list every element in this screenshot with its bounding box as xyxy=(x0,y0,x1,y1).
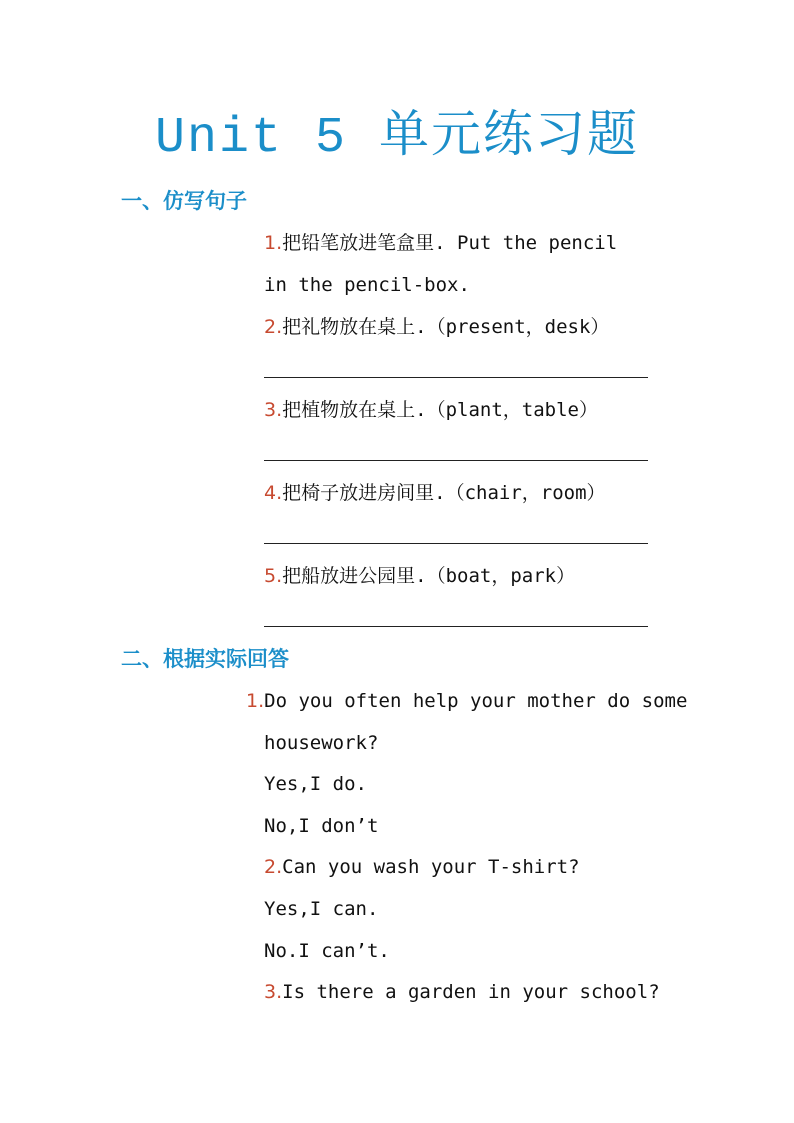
question-text: Can you wash your T-shirt? xyxy=(282,856,580,878)
exercise-number: 3. xyxy=(264,399,283,421)
exercise-text: 把植物放在桌上.（plant，table） xyxy=(282,399,598,421)
exercise-3 xyxy=(264,395,598,425)
question-number: 2. xyxy=(264,856,283,878)
answer-1-no: No,I don’t xyxy=(264,815,379,837)
section-heading-answer-truthfully: 二、根据实际回答 xyxy=(121,647,289,671)
page-title: Unit 5 单元练习题 xyxy=(154,110,640,167)
exercise-number: 4. xyxy=(264,482,283,504)
question-2 xyxy=(264,852,580,882)
answer-line-2[interactable] xyxy=(264,377,648,378)
exercise-number: 1. xyxy=(264,232,283,254)
question-number: 1. xyxy=(246,690,265,712)
question-3 xyxy=(264,977,660,1007)
exercise-number: 2. xyxy=(264,316,283,338)
exercise-1-line-1 xyxy=(264,228,617,258)
exercise-text: 把船放进公园里.（boat，park） xyxy=(282,565,576,587)
exercise-2 xyxy=(264,312,609,342)
question-1-line-2: housework? xyxy=(264,732,379,754)
exercise-5 xyxy=(264,561,575,591)
exercise-number: 5. xyxy=(264,565,283,587)
question-1-line-1 xyxy=(246,686,687,716)
exercise-1-line-2: in the pencil-box. xyxy=(264,274,470,296)
question-number: 3. xyxy=(264,981,283,1003)
answer-2-yes: Yes,I can. xyxy=(264,898,379,920)
answer-line-3[interactable] xyxy=(264,460,648,461)
answer-2-no: No.I can’t. xyxy=(264,940,390,962)
answer-1-yes: Yes,I do. xyxy=(264,773,367,795)
answer-line-4[interactable] xyxy=(264,543,648,544)
section-heading-imitate-sentences: 一、仿写句子 xyxy=(121,189,247,213)
exercise-text: 把椅子放进房间里.（chair，room） xyxy=(282,482,606,504)
question-text: Is there a garden in your school? xyxy=(282,981,660,1003)
question-text: Do you often help your mother do some xyxy=(264,690,688,712)
exercise-text: 把铅笔放进笔盒里. Put the pencil xyxy=(282,232,618,254)
exercise-4 xyxy=(264,478,606,508)
answer-line-5[interactable] xyxy=(264,626,648,627)
exercise-text: 把礼物放在桌上.（present，desk） xyxy=(282,316,610,338)
